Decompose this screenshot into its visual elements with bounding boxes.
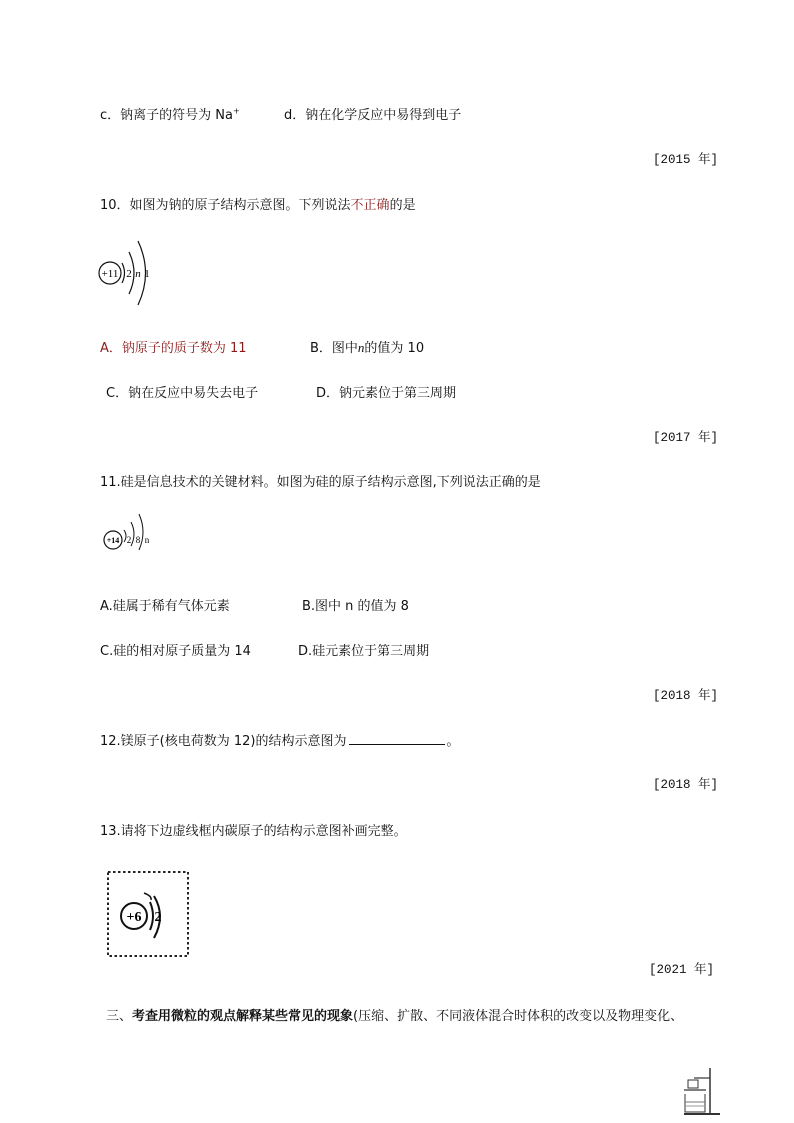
q10-option-a: A．钠原子的质子数为 11	[100, 341, 247, 356]
lab-stand-icon	[680, 1066, 724, 1118]
q11-option-b: B.图中 n 的值为 8	[302, 599, 409, 614]
carbon-nucleus-label: +6	[126, 910, 142, 925]
q9-option-d: d．钠在化学反应中易得到电子	[284, 108, 462, 123]
carbon-atom-diagram[interactable]	[98, 866, 198, 968]
sodium-shell-3: 1	[144, 268, 150, 280]
q9-option-c: c．钠离子的符号为 Na+	[100, 106, 240, 123]
carbon-shell-1: 2	[154, 910, 162, 925]
sodium-shell-1: 2	[126, 268, 132, 280]
q10-option-d: D．钠元素位于第三周期	[316, 386, 457, 401]
sodium-shell-2: n	[135, 268, 141, 280]
q11-option-c: C.硅的相对原子质量为 14	[100, 644, 251, 659]
answer-blank[interactable]	[349, 732, 445, 745]
q12-stem: 12.镁原子(核电荷数为 12)的结构示意图为 。	[100, 734, 460, 749]
q11-year: [2018 年]	[652, 689, 718, 703]
silicon-nucleus-label: +14	[106, 536, 120, 545]
q11-option-d: D.硅元素位于第三周期	[298, 644, 430, 659]
q13-year: [2021 年]	[648, 963, 714, 977]
silicon-shell-3: n	[144, 535, 150, 545]
q10-stem: 10．如图为钠的原子结构示意图。下列说法不正确的是	[100, 198, 416, 213]
section3-heading: 三、考查用微粒的观点解释某些常见的现象(压缩、扩散、不同液体混合时体积的改变以及物理变化、	[106, 1009, 684, 1024]
silicon-shell-2: 8	[135, 535, 141, 545]
q10-year: [2017 年]	[652, 431, 718, 445]
sodium-atom-diagram	[96, 236, 166, 308]
q10-option-c: C．钠在反应中易失去电子	[106, 386, 259, 401]
q13-stem: 13.请将下边虚线框内碳原子的结构示意图补画完整。	[100, 824, 407, 839]
q9-year: [2015 年]	[652, 153, 718, 167]
sodium-nucleus-label: +11	[101, 268, 119, 280]
q11-option-a: A.硅属于稀有气体元素	[100, 599, 230, 614]
q12-year: [2018 年]	[652, 778, 718, 792]
silicon-shell-1: 2	[126, 535, 132, 545]
q11-stem: 11.硅是信息技术的关键材料。如图为硅的原子结构示意图,下列说法正确的是	[100, 475, 541, 490]
q10-option-b: B．图中n的值为 10	[310, 340, 425, 356]
silicon-atom-diagram	[100, 510, 164, 570]
